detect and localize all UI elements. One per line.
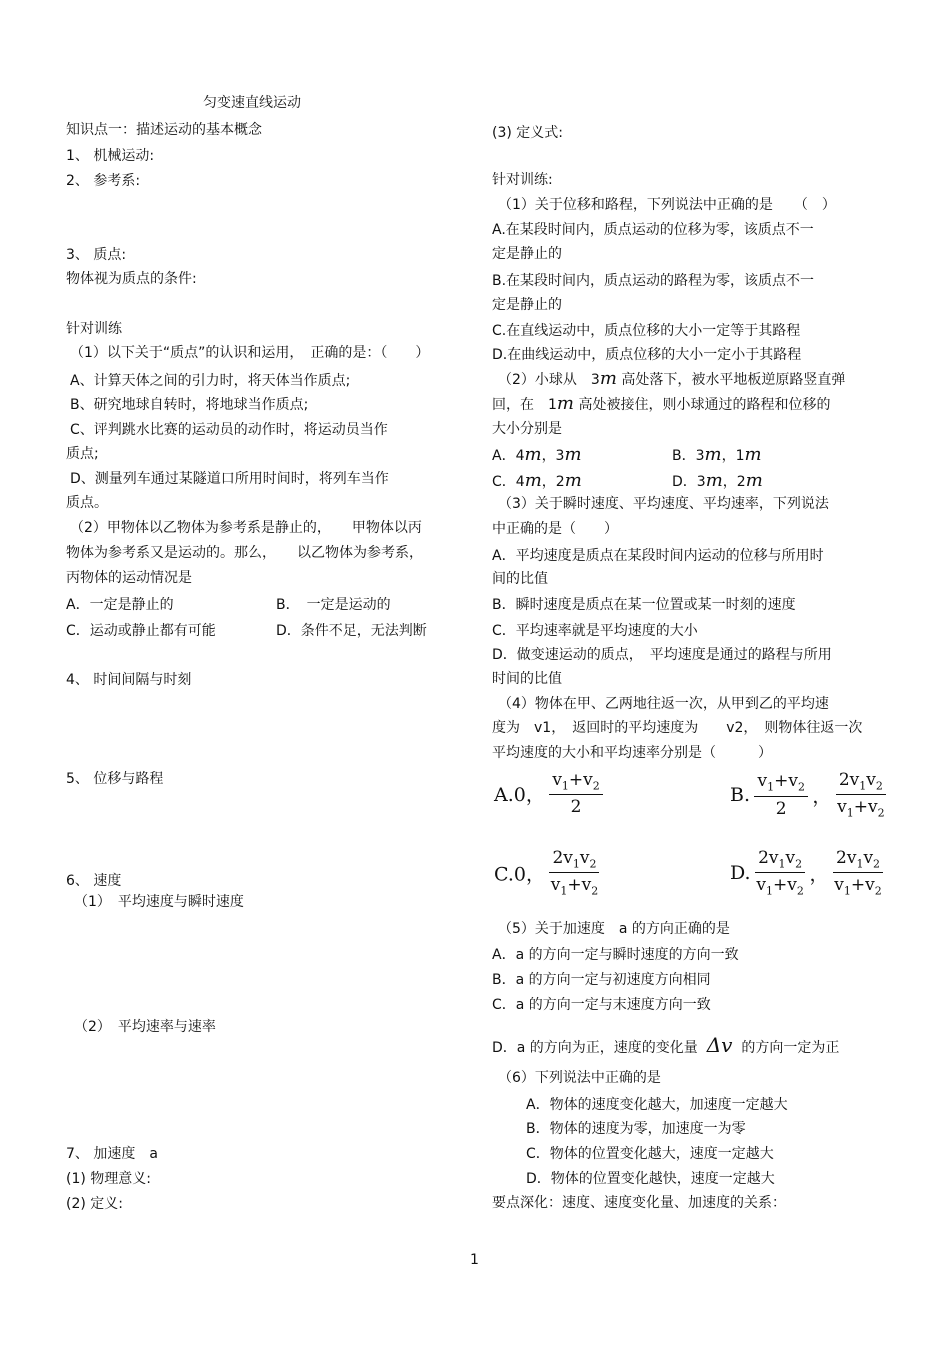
- left-line: 1、 机械运动:: [66, 148, 155, 164]
- left-line: 7、 加速度 a: [66, 1146, 158, 1162]
- right-line: 针对训练:: [492, 172, 553, 188]
- right-line: 要点深化：速度、速度变化量、加速度的关系：: [492, 1195, 786, 1211]
- left-line: C、评判跳水比赛的运动员的动作时，将运动员当作: [70, 422, 388, 438]
- fraction: $\frac{2v_1v_2}{v_1+v_2}$: [837, 770, 885, 820]
- option-line: A．4m，3m: [492, 444, 582, 465]
- formula-option-c: C.0， $\frac{2v_1v_2}{v_1+v_2}$: [494, 848, 599, 898]
- page-number: 1: [470, 1252, 479, 1268]
- right-line: C．物体的位置变化越大，速度一定越大: [526, 1146, 774, 1162]
- right-line: A．物体的速度变化越大，加速度一定越大: [526, 1097, 788, 1113]
- right-line: （5）关于加速度 a 的方向正确的是: [498, 921, 730, 937]
- right-line: （6）下列说法中正确的是: [498, 1070, 661, 1086]
- right-line: D．物体的位置变化越快，速度一定越大: [526, 1171, 775, 1187]
- right-line: C.在直线运动中，质点位移的大小一定等于其路程: [492, 323, 801, 339]
- left-line: A、计算天体之间的引力时，将天体当作质点;: [70, 373, 351, 389]
- right-line: 定是静止的: [492, 246, 562, 262]
- left-line: 5、 位移与路程: [66, 771, 164, 787]
- right-line: 间的比值: [492, 571, 548, 587]
- option-line: C．4m，2m: [492, 470, 582, 491]
- left-line: 3、 质点:: [66, 247, 127, 263]
- left-line: 质点;: [66, 446, 99, 462]
- unit-m: m: [745, 470, 763, 491]
- option-line: B．3m，1m: [672, 444, 762, 465]
- left-line: 物体视为质点的条件:: [66, 271, 197, 287]
- left-line: C．运动或静止都有可能: [66, 623, 216, 639]
- left-line: 丙物体的运动情况是: [66, 570, 192, 586]
- right-line: 时间的比值: [492, 671, 562, 687]
- fraction: $\frac{v_1+v_2}{2}$: [549, 770, 602, 817]
- right-line: B．物体的速度为零，加速度一为零: [526, 1121, 746, 1137]
- fraction: $\frac{v_1+v_2}{2}$: [754, 771, 807, 818]
- right-line: B．a 的方向一定与初速度方向相同: [492, 972, 711, 988]
- unit-m: m: [556, 393, 574, 414]
- left-line: 知识点一：描述运动的基本概念: [66, 122, 262, 138]
- unit-m: m: [744, 444, 762, 465]
- left-line: 4、 时间间隔与时刻: [66, 672, 192, 688]
- left-line: （1）以下关于“质点”的认识和运用， 正确的是：（ ）: [70, 345, 430, 361]
- option-line: D．3m，2m: [672, 470, 763, 491]
- right-line: C．平均速率就是平均速度的大小: [492, 623, 698, 639]
- page-title: 匀变速直线运动: [203, 95, 301, 111]
- left-line: 2、 参考系:: [66, 173, 141, 189]
- unit-m: m: [524, 470, 542, 491]
- left-line: 物体为参考系又是运动的。那么， 以乙物体为参考系，: [66, 545, 423, 561]
- left-line: 针对训练: [66, 321, 122, 337]
- right-line: D．a 的方向为正，速度的变化量 Δv 的方向一定为正: [492, 1033, 840, 1057]
- left-line: (1) 物理意义:: [66, 1171, 151, 1187]
- fraction: $\frac{2v_1v_2}{v_1+v_2}$: [756, 848, 804, 898]
- right-line: A.在某段时间内，质点运动的位移为零，该质点不一: [492, 222, 814, 238]
- right-line: C．a 的方向一定与末速度方向一致: [492, 997, 711, 1013]
- delta-v-symbol: Δv: [706, 1033, 733, 1057]
- right-line: （2）小球从 3m 高处落下，被水平地板逆原路竖直弹: [498, 368, 846, 389]
- right-line: （3）关于瞬时速度、平均速度、平均速率，下列说法: [498, 496, 829, 512]
- right-line: （1）关于位移和路程，下列说法中正确的是 （ ）: [498, 197, 836, 213]
- left-line: A．一定是静止的: [66, 597, 174, 613]
- right-line: 中正确的是（ ）: [492, 521, 618, 537]
- left-line: 6、 速度: [66, 873, 122, 889]
- unit-m: m: [524, 444, 542, 465]
- right-line: (3) 定义式:: [492, 125, 563, 141]
- left-line: 质点。: [66, 495, 108, 511]
- unit-m: m: [705, 470, 723, 491]
- right-line: D.在曲线运动中，质点位移的大小一定小于其路程: [492, 347, 802, 363]
- right-line: B.在某段时间内，质点运动的路程为零，该质点不一: [492, 273, 815, 289]
- left-line: （2）甲物体以乙物体为参考系是静止的， 甲物体以丙: [70, 520, 422, 536]
- fraction: $\frac{2v_1v_2}{v_1+v_2}$: [834, 848, 882, 898]
- formula-option-a: A.0， $\frac{v_1+v_2}{2}$: [494, 770, 603, 817]
- right-line: D．做变速运动的质点， 平均速度是通过的路程与所用: [492, 647, 832, 663]
- left-line: （2） 平均速率与速率: [74, 1019, 216, 1035]
- left-line: B、研究地球自转时，将地球当作质点;: [70, 397, 309, 413]
- right-line: 回，在 1m 高处被接住，则小球通过的路程和位移的: [492, 393, 831, 414]
- right-line: （4）物体在甲、乙两地往返一次，从甲到乙的平均速: [498, 696, 829, 712]
- right-line: A．a 的方向一定与瞬时速度的方向一致: [492, 947, 739, 963]
- unit-m: m: [704, 444, 722, 465]
- left-line: D、测量列车通过某隧道口所用时间时，将列车当作: [70, 471, 389, 487]
- right-line: 定是静止的: [492, 297, 562, 313]
- left-line: (2) 定义:: [66, 1196, 123, 1212]
- left-line: D．条件不足，无法判断: [276, 623, 427, 639]
- unit-m: m: [564, 444, 582, 465]
- left-line: B． 一定是运动的: [276, 597, 391, 613]
- formula-option-b: B. $\frac{v_1+v_2}{2}$ ， $\frac{2v_1v_2}{v_1+v_2}$: [730, 770, 885, 820]
- left-line: （1） 平均速度与瞬时速度: [74, 894, 244, 910]
- unit-m: m: [564, 470, 582, 491]
- right-line: A．平均速度是质点在某段时间内运动的位移与所用时: [492, 548, 824, 564]
- right-line: B．瞬时速度是质点在某一位置或某一时刻的速度: [492, 597, 796, 613]
- right-line: 平均速度的大小和平均速率分别是（ ）: [492, 745, 772, 761]
- right-line: 度为 v1， 返回时的平均速度为 v2， 则物体往返一次: [492, 720, 863, 736]
- fraction: $\frac{2v_1v_2}{v_1+v_2}$: [550, 848, 599, 898]
- unit-m: m: [599, 368, 617, 389]
- right-line: 大小分别是: [492, 421, 562, 437]
- formula-option-d: D. $\frac{2v_1v_2}{v_1+v_2}$ ， $\frac{2v_1v_2}{v_1+v_2}$: [730, 848, 882, 898]
